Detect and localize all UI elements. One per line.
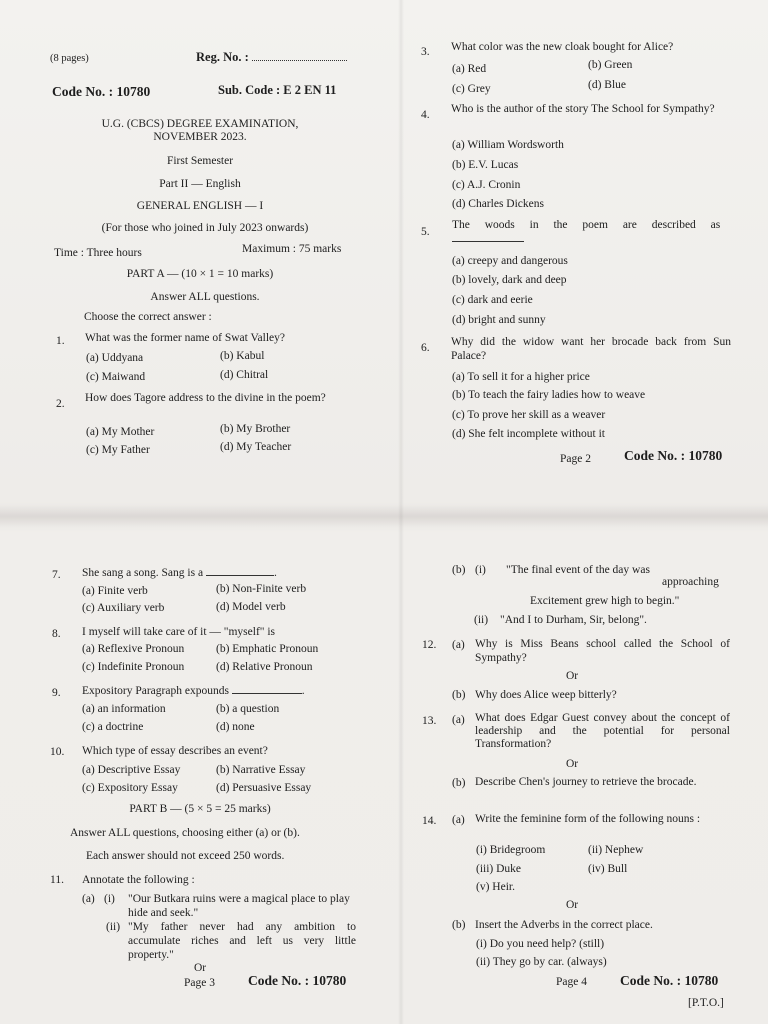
q14-noun-iv: (iv) Bull [588,863,628,875]
q4-option-a: (a) William Wordsworth [452,139,564,151]
question-number: 12. [422,639,437,651]
q2-option-d: (d) My Teacher [220,441,292,453]
exam-title-line1: U.G. (CBCS) DEGREE EXAMINATION, [101,118,299,130]
q6-option-a: (a) To sell it for a higher price [452,371,590,383]
q6-option-c: (c) To prove her skill as a weaver [452,409,606,421]
q14-noun-i: (i) Bridegroom [476,844,546,856]
page-number: Page 4 [556,976,587,988]
question-10-text: Which type of essay describes an event? [82,745,268,757]
q10-option-d: (d) Persuasive Essay [216,782,312,794]
q12-b-label: (b) [452,689,466,701]
q5-option-c: (c) dark and eerie [452,294,533,306]
q11-b-i-label: (i) [475,564,486,576]
horizontal-fold-line [0,505,768,527]
maximum-marks: Maximum : 75 marks [242,243,342,255]
choose-instruction: Choose the correct answer : [84,311,212,323]
q9-option-d: (d) none [216,721,255,733]
q11-part-a-label: (a) [82,893,95,905]
q7-option-a: (a) Finite verb [82,585,148,597]
question-number: 1. [56,335,65,347]
q6-option-b: (b) To teach the fairy ladies how to weave [452,389,646,401]
q10-option-b: (b) Narrative Essay [216,764,306,776]
q4-option-c: (c) A.J. Cronin [452,179,521,191]
answer-all-instruction: Answer ALL questions. [150,291,260,303]
question-number: 13. [422,715,437,727]
question-number: 7. [52,569,61,581]
q3-option-a: (a) Red [452,63,487,75]
q13-b-label: (b) [452,777,466,789]
please-turn-over: [P.T.O.] [688,997,724,1009]
question-5-text: The woods in the poem are described as [452,219,721,231]
q7-option-d: (d) Model verb [216,601,286,613]
part-label: Part II — English [159,178,241,190]
footer-code-number: Code No. : 10780 [620,973,719,988]
q8-option-a: (a) Reflexive Pronoun [82,643,185,655]
question-2-text: How does Tagore address to the divine in the poem? [85,392,326,404]
part-a-heading: PART A — (10 × 1 = 10 marks) [126,268,274,280]
q6-option-d: (d) She felt incomplete without it [452,428,605,440]
q14-noun-ii: (ii) Nephew [588,844,644,856]
question-1-text: What was the former name of Swat Valley? [85,332,286,344]
question-number: 14. [422,815,437,827]
or-separator: Or [566,758,579,770]
question-number: 8. [52,628,61,640]
q14-a-text: Write the feminine form of the following nouns : [475,813,701,825]
q11-part-b-label: (b) [452,564,466,576]
question-number: 2. [56,398,65,410]
question-number: 3. [421,46,430,58]
or-separator: Or [566,670,579,682]
semester: First Semester [166,155,234,167]
q11-b-i-line1: "The final event of the day was [506,564,650,576]
part-b-heading: PART B — (5 × 5 = 25 marks) [129,803,271,815]
q10-option-a: (a) Descriptive Essay [82,764,181,776]
q9-option-c: (c) a doctrine [82,721,144,733]
page-number: Page 3 [184,977,215,989]
question-4-text: Who is the author of the story The School for Sympathy? [451,103,715,115]
q14-noun-v: (v) Heir. [476,881,515,893]
footer-code-number: Code No. : 10780 [624,448,723,463]
q5-option-a: (a) creepy and dangerous [452,255,568,267]
q2-option-b: (b) My Brother [220,423,291,435]
question-6-text: Why did the widow want her brocade back from Sun Palace? [451,336,731,362]
q11-a-i-text: "Our Butkara ruins were a magical place to play hide and seek." [128,893,350,919]
q9-option-a: (a) an information [82,703,166,715]
q3-option-c: (c) Grey [452,83,491,95]
question-number: 9. [52,687,61,699]
q10-option-c: (c) Expository Essay [82,782,178,794]
question-8-text: I myself will take care of it — "myself" is [82,626,276,638]
word-limit-instruction: Each answer should not exceed 250 words. [86,850,285,862]
q12-a-label: (a) [452,639,465,651]
question-number: 10. [50,746,65,758]
q5-option-d: (d) bright and sunny [452,314,546,326]
q14-noun-iii: (iii) Duke [476,863,522,875]
q2-option-c: (c) My Father [86,444,150,456]
subject-code: Sub. Code : E 2 EN 11 [218,83,337,97]
q11-b-ii-text: "And I to Durham, Sir, belong". [500,614,647,626]
or-separator: Or [194,962,207,974]
q14-b-i: (i) Do you need help? (still) [476,938,605,950]
q11-a-ii-text: "My father never had any ambition to accumulate riches and left us very little property." [128,921,356,961]
or-separator: Or [566,899,579,911]
question-7-text: She sang a song. Sang is a . [82,567,277,579]
q11-b-i-line3: Excitement grew high to begin." [530,595,680,607]
q5-option-b: (b) lovely, dark and deep [452,274,567,286]
q13-a-text: What does Edgar Guest convey about the concept of leadership and the potential for personal Transformation? [475,712,730,750]
answer-all-either-instruction: Answer ALL questions, choosing either (a) or (b). [70,827,300,839]
q4-option-b: (b) E.V. Lucas [452,159,519,171]
q14-b-ii: (ii) They go by car. (always) [476,956,607,968]
q14-a-label: (a) [452,814,465,826]
q14-b-text: Insert the Adverbs in the correct place. [475,919,653,931]
q1-option-a: (a) Uddyana [86,352,144,364]
joined-note: (For those who joined in July 2023 onwards) [101,222,309,234]
q1-option-b: (b) Kabul [220,350,265,362]
q14-b-label: (b) [452,919,466,931]
q1-option-d: (d) Chitral [220,369,269,381]
course-title: GENERAL ENGLISH — I [136,200,264,212]
q9-option-b: (b) a question [216,703,280,715]
q7-option-b: (b) Non-Finite verb [216,583,307,595]
footer-code-number: Code No. : 10780 [248,973,347,988]
time-label: Time : Three hours [54,247,142,259]
q2-option-a: (a) My Mother [86,426,155,438]
question-11-text: Annotate the following : [82,874,195,886]
q11-a-i-label: (i) [104,893,115,905]
q1-option-c: (c) Maiwand [86,371,146,383]
q3-option-b: (b) Green [588,59,633,71]
q12-a-text: Why is Miss Beans school called the School of Sympathy? [475,638,730,664]
code-number: Code No. : 10780 [52,84,151,99]
q7-option-c: (c) Auxiliary verb [82,602,165,614]
question-9-text: Expository Paragraph expounds . [82,685,305,697]
question-number: 11. [50,874,64,886]
exam-title-line2: NOVEMBER 2023. [153,131,247,143]
question-3-text: What color was the new cloak bought for Alice? [451,41,674,53]
q13-b-text: Describe Chen's journey to retrieve the brocade. [475,776,697,788]
q8-option-b: (b) Emphatic Pronoun [216,643,319,655]
reg-no-label: Reg. No. : [196,50,347,64]
q13-a-label: (a) [452,714,465,726]
q11-a-ii-label: (ii) [106,921,121,933]
q5-blank [452,232,524,246]
q4-option-d: (d) Charles Dickens [452,198,544,210]
q11-b-ii-label: (ii) [474,614,489,626]
question-number: 4. [421,109,430,121]
q12-b-text: Why does Alice weep bitterly? [475,689,617,701]
page-count: (8 pages) [50,53,89,64]
q3-option-d: (d) Blue [588,79,627,91]
q8-option-d: (d) Relative Pronoun [216,661,313,673]
page-number: Page 2 [560,453,591,465]
q11-b-i-line2: approaching [662,576,719,588]
q8-option-c: (c) Indefinite Pronoun [82,661,185,673]
question-number: 5. [421,226,430,238]
question-number: 6. [421,342,430,354]
